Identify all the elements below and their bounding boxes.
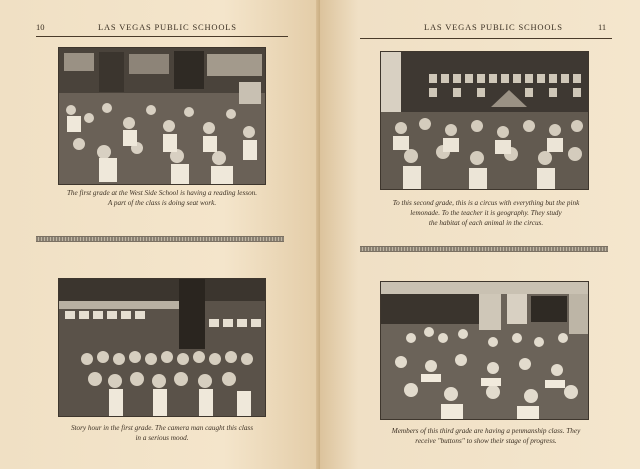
photo-story-hour	[58, 278, 266, 417]
section-divider	[36, 236, 284, 242]
caption-line: The first grade at the West Side School is having a reading lesson.	[66, 189, 258, 197]
section-divider	[360, 246, 608, 252]
caption-reading-lesson	[40, 188, 284, 208]
header-rule	[360, 38, 612, 39]
photo-circus-geography	[380, 51, 589, 190]
page-number: 10	[36, 22, 45, 32]
caption-line: To this second grade, this is a circus with everything but the pink	[392, 199, 580, 207]
right-page	[320, 0, 640, 469]
caption-line: Members of this third grade are having a penmanship class. They	[391, 427, 581, 435]
caption-line: lemonade. To the teacher it is geography. They study	[410, 209, 562, 217]
caption-line: receive "buttons" to show their stage of progress.	[415, 437, 557, 445]
header-rule	[36, 36, 288, 37]
caption-story-hour	[40, 423, 284, 443]
caption-line: in a serious mood.	[135, 434, 189, 442]
caption-line: A part of the class is doing seat work.	[107, 199, 217, 207]
caption-line: the habitat of each animal in the circus.	[428, 219, 544, 227]
caption-penmanship-class	[364, 426, 608, 446]
running-head: LAS VEGAS PUBLIC SCHOOLS	[424, 22, 563, 32]
photo-penmanship-class	[380, 281, 589, 420]
page-number: 11	[598, 22, 607, 32]
caption-line: Story hour in the first grade. The camera man caught this class	[70, 424, 254, 432]
running-head: LAS VEGAS PUBLIC SCHOOLS	[98, 22, 237, 32]
caption-circus-geography	[364, 198, 608, 228]
photo-reading-lesson	[58, 47, 266, 185]
